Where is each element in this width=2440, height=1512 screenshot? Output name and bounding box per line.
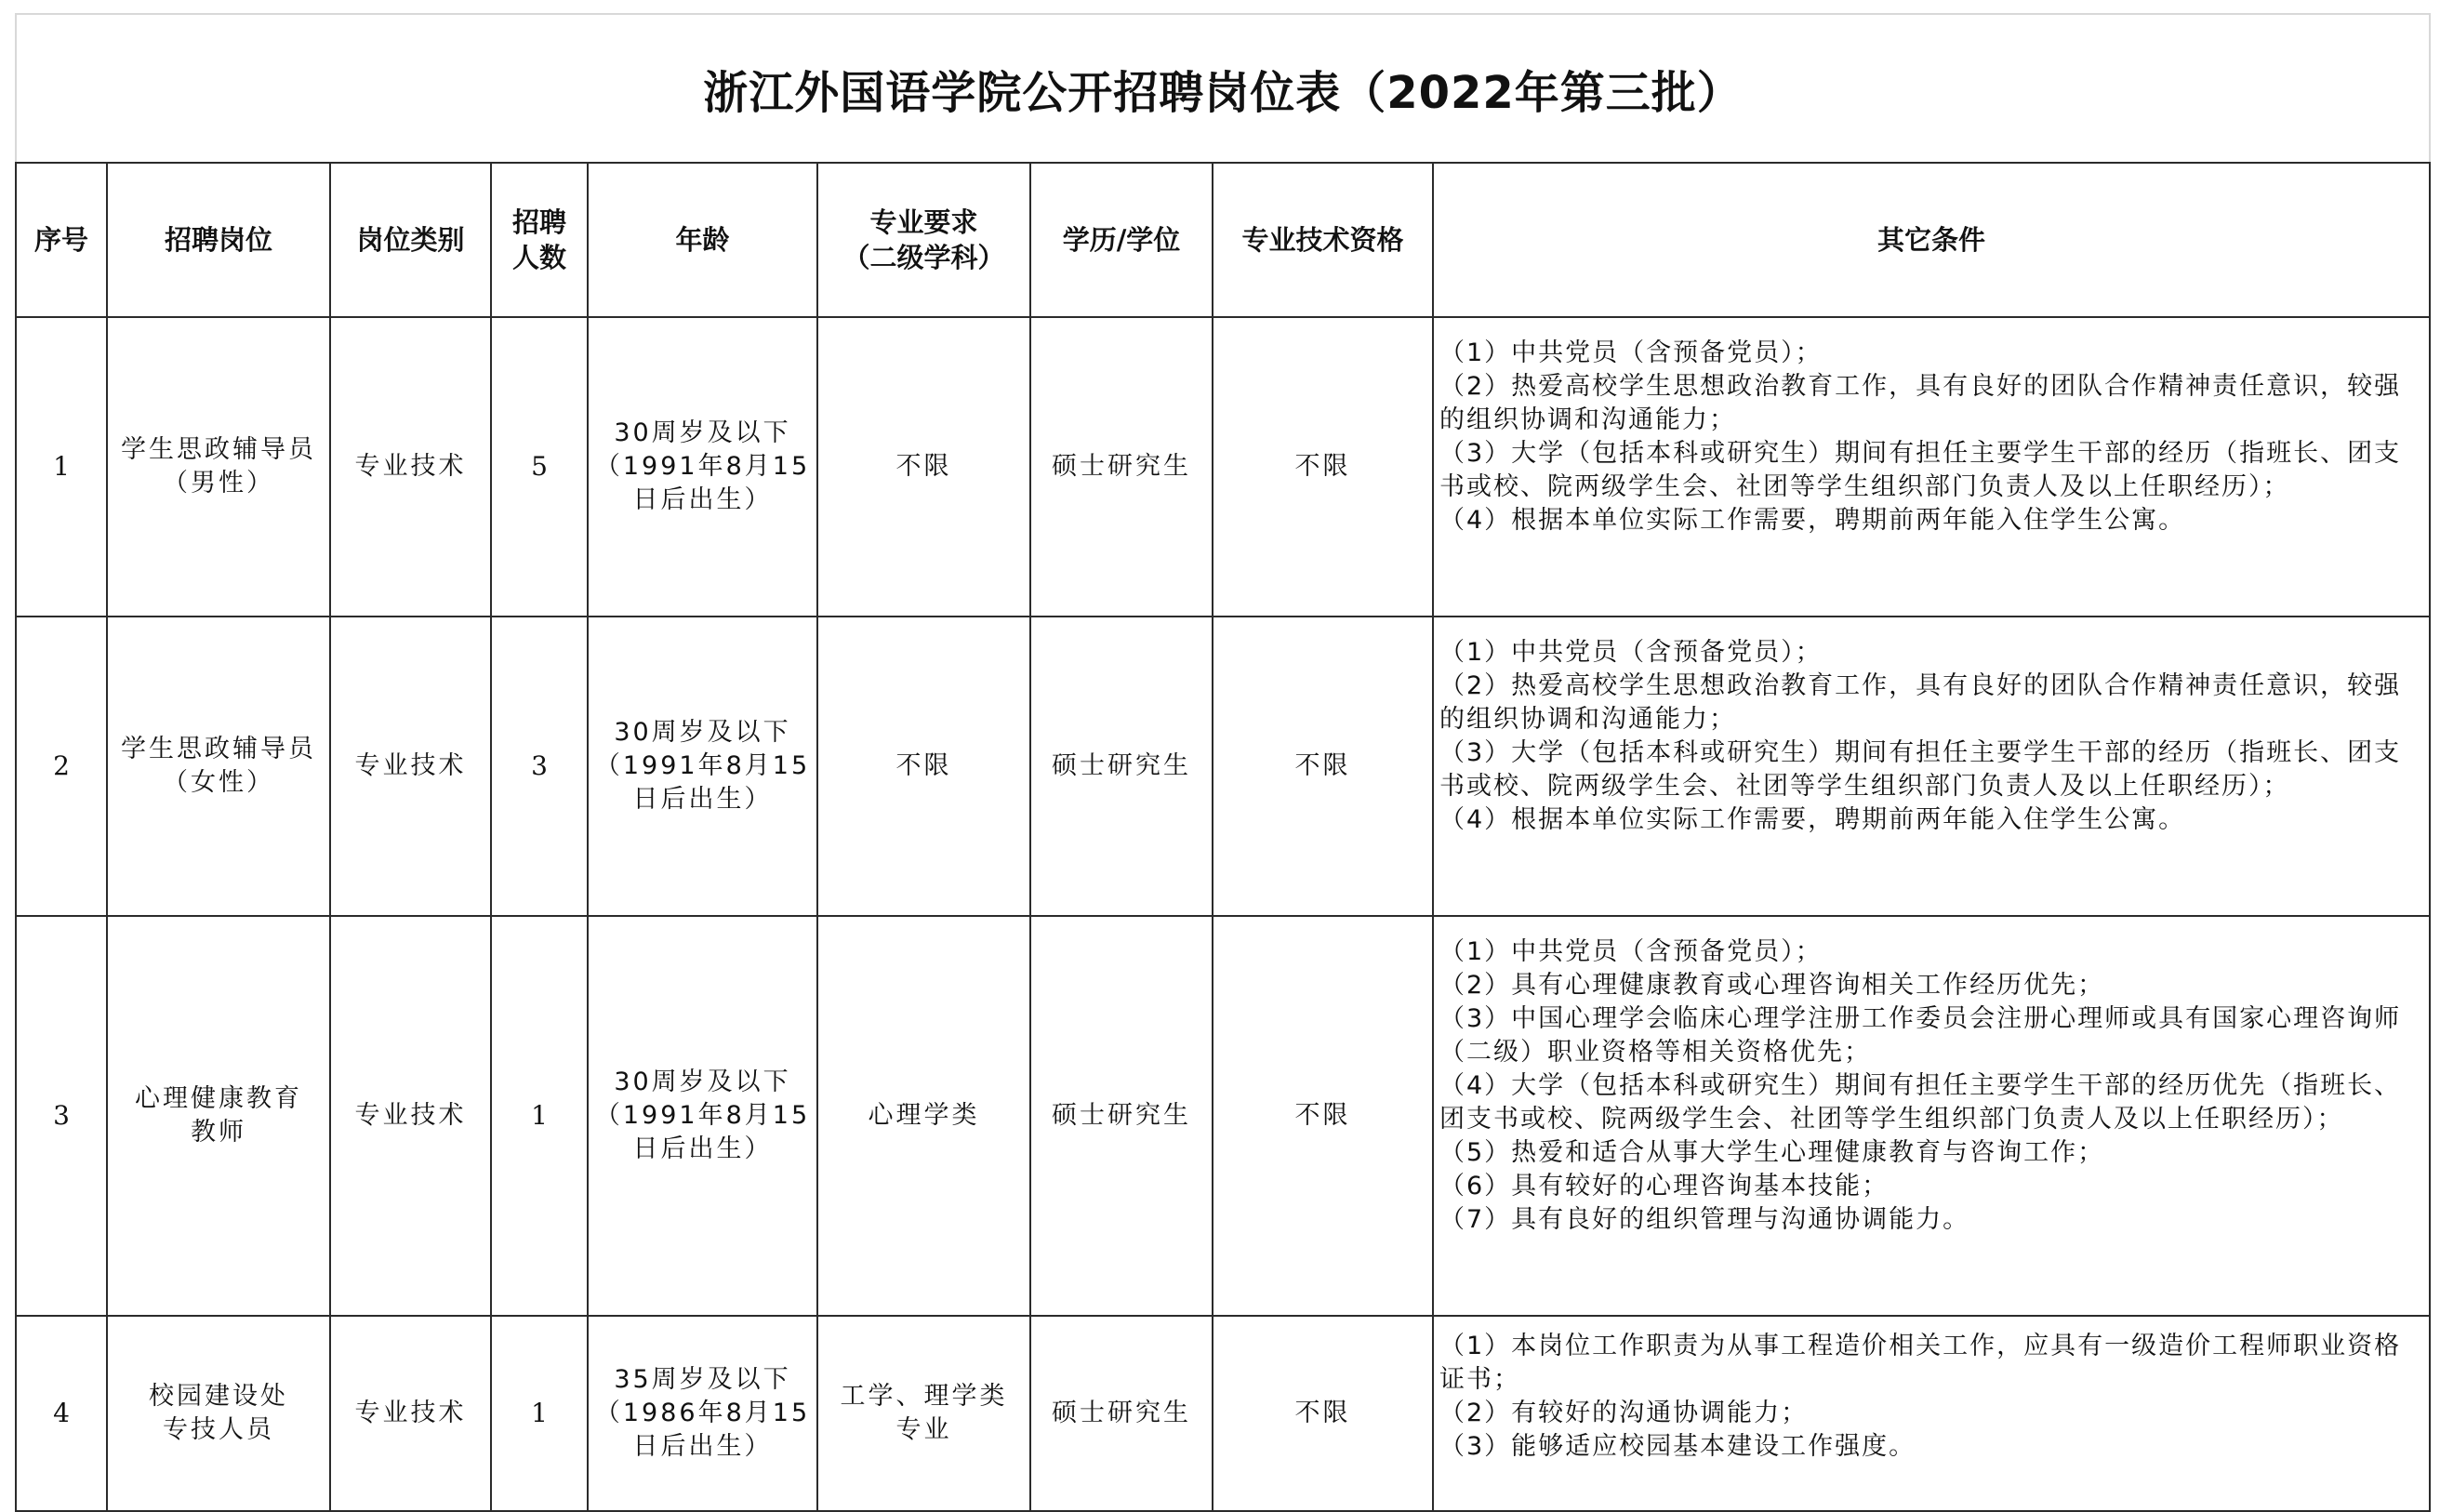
age-line: 日后出生）: [632, 1432, 773, 1461]
condition-item: （1）本岗位工作职责为从事工程造价相关工作，应具有一级造价工程师职业资格证书；: [1439, 1332, 2402, 1394]
position-line: 教师: [191, 1118, 246, 1147]
row-education: 硕士研究生: [1030, 617, 1213, 916]
condition-item: （1）中共党员（含预备党员）；: [1439, 937, 1823, 966]
header-count: [491, 163, 588, 317]
condition-item: （2）热爱高校学生思想政治教育工作，具有良好的团队合作精神责任意识，较强的组织协调和沟通能力；: [1439, 372, 2402, 434]
row-seq: 3: [16, 916, 107, 1316]
header-seq: 序号: [16, 163, 107, 317]
age-line: 30周岁及以下: [614, 718, 791, 747]
row-education: 硕士研究生: [1030, 317, 1213, 617]
condition-item: （2）热爱高校学生思想政治教育工作，具有良好的团队合作精神责任意识，较强的组织协调和沟通能力；: [1439, 671, 2402, 734]
header-count-line2: 人数: [511, 242, 566, 273]
age-line: （1991年8月15: [594, 452, 811, 481]
header-other: 其它条件: [1433, 163, 2430, 317]
age-line: （1991年8月15: [594, 751, 811, 780]
header-position: 招聘岗位: [107, 163, 330, 317]
age-line: 日后出生）: [632, 1134, 773, 1163]
row-seq: 2: [16, 617, 107, 916]
table-row: [16, 617, 2430, 916]
row-count: 1: [491, 1316, 588, 1511]
header-count-line1: 招聘: [511, 206, 566, 238]
row-position: [107, 1316, 330, 1511]
position-line: （男性）: [163, 469, 274, 497]
row-qualification: 不限: [1213, 617, 1433, 916]
condition-item: （3）能够适应校园基本建设工作强度。: [1439, 1432, 1916, 1461]
row-major: [817, 617, 1030, 916]
row-position: [107, 916, 330, 1316]
position-line: 心理健康教育: [135, 1084, 302, 1113]
row-qualification: 不限: [1213, 916, 1433, 1316]
condition-item: （5）热爱和适合从事大学生心理健康教育与咨询工作；: [1439, 1138, 2105, 1167]
header-age: 年龄: [588, 163, 817, 317]
condition-item: （3）中国心理学会临床心理学注册工作委员会注册心理师或具有国家心理咨询师（二级）职业资格等相关资格优先；: [1439, 1004, 2402, 1067]
position-line: 学生思政辅导员: [121, 735, 316, 763]
recruitment-table: [15, 13, 2431, 1512]
position-line: 学生思政辅导员: [121, 435, 316, 464]
row-major: [817, 317, 1030, 617]
major-line: 不限: [895, 452, 952, 481]
row-major: [817, 1316, 1030, 1511]
age-line: 30周岁及以下: [614, 1068, 791, 1096]
position-line: 校园建设处: [149, 1382, 288, 1411]
row-seq: 4: [16, 1316, 107, 1511]
row-position: [107, 617, 330, 916]
table-row: [16, 317, 2430, 617]
condition-item: （1）中共党员（含预备党员）；: [1439, 638, 1823, 667]
condition-item: （4）大学（包括本科或研究生）期间有担任主要学生干部的经历优先（指班长、团支书或校、院两级学生会、社团等学生组织部门负责人及以上任职经历）；: [1439, 1071, 2402, 1134]
row-category: 专业技术: [330, 1316, 491, 1511]
row-category: 专业技术: [330, 617, 491, 916]
row-age: [588, 916, 817, 1316]
recruitment-sheet: [15, 13, 2429, 1461]
major-line: 心理学类: [868, 1101, 980, 1130]
row-seq: 1: [16, 317, 107, 617]
row-position: [107, 317, 330, 617]
row-qualification: 不限: [1213, 317, 1433, 617]
major-line: 专业: [895, 1415, 952, 1444]
condition-item: （3）大学（包括本科或研究生）期间有担任主要学生干部的经历（指班长、团支书或校、院两级学生会、社团等学生组织部门负责人及以上任职经历）；: [1439, 738, 2402, 801]
major-line: 不限: [895, 751, 952, 780]
header-major: [817, 163, 1030, 317]
header-major-line2: （二级学科）: [842, 242, 1005, 273]
row-conditions: [1433, 617, 2430, 916]
header-category: 岗位类别: [330, 163, 491, 317]
row-qualification: 不限: [1213, 1316, 1433, 1511]
age-line: 35周岁及以下: [614, 1365, 791, 1394]
age-line: （1991年8月15: [594, 1101, 811, 1130]
header-qualification: 专业技术资格: [1213, 163, 1433, 317]
row-education: 硕士研究生: [1030, 916, 1213, 1316]
age-line: 30周岁及以下: [614, 418, 791, 447]
row-age: [588, 617, 817, 916]
condition-item: （4）根据本单位实际工作需要，聘期前两年能入住学生公寓。: [1439, 805, 2186, 834]
row-major: [817, 916, 1030, 1316]
major-line: 工学、理学类: [840, 1382, 1008, 1411]
age-line: 日后出生）: [632, 485, 773, 514]
table-row: [16, 1316, 2430, 1511]
row-conditions: [1433, 317, 2430, 617]
table-header-row: [16, 163, 2430, 317]
row-category: 专业技术: [330, 916, 491, 1316]
condition-item: （2）具有心理健康教育或心理咨询相关工作经历优先；: [1439, 971, 2105, 1000]
header-major-line1: 专业要求: [869, 206, 978, 238]
row-age: [588, 317, 817, 617]
row-conditions: [1433, 1316, 2430, 1511]
header-education: 学历/学位: [1030, 163, 1213, 317]
condition-item: （1）中共党员（含预备党员）；: [1439, 338, 1823, 367]
condition-item: （6）具有较好的心理咨询基本技能；: [1439, 1172, 1890, 1200]
condition-item: （2）有较好的沟通协调能力；: [1439, 1399, 1809, 1427]
position-line: 专技人员: [163, 1415, 274, 1444]
age-line: 日后出生）: [632, 785, 773, 814]
condition-item: （7）具有良好的组织管理与沟通协调能力。: [1439, 1205, 1970, 1234]
page-title: 浙江外国语学院公开招聘岗位表（2022年第三批）: [16, 14, 2430, 163]
row-count: 5: [491, 317, 588, 617]
condition-item: （3）大学（包括本科或研究生）期间有担任主要学生干部的经历（指班长、团支书或校、院两级学生会、社团等学生组织部门负责人及以上任职经历）；: [1439, 439, 2402, 501]
row-count: 3: [491, 617, 588, 916]
row-conditions: [1433, 916, 2430, 1316]
row-category: 专业技术: [330, 317, 491, 617]
position-line: （女性）: [163, 768, 274, 797]
age-line: （1986年8月15: [594, 1399, 811, 1427]
table-row: [16, 916, 2430, 1316]
row-count: 1: [491, 916, 588, 1316]
row-education: 硕士研究生: [1030, 1316, 1213, 1511]
condition-item: （4）根据本单位实际工作需要，聘期前两年能入住学生公寓。: [1439, 506, 2186, 535]
row-age: [588, 1316, 817, 1511]
